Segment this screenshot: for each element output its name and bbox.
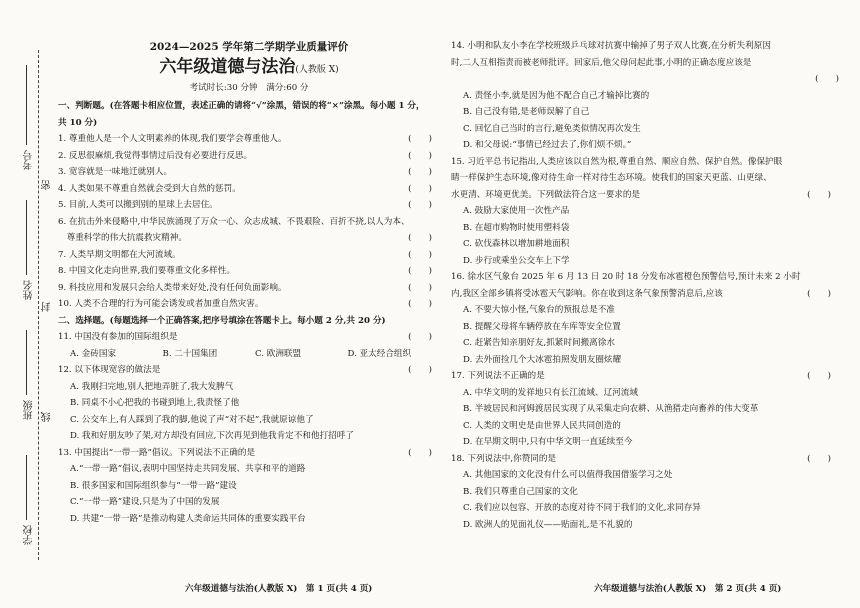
question-13 [58, 445, 440, 462]
name-label: 姓名 [24, 280, 35, 300]
option-b: B. 自己没有错,是老师误解了自己 [463, 107, 590, 117]
answer-paren: ( ) [807, 189, 831, 200]
question-stem: 18. 下列说法中,你赞同的是 [451, 453, 557, 464]
page-footer-left: 六年级道德与法治(人教版 X) 第 1 页(共 4 页) [185, 584, 373, 594]
binding-strip [0, 0, 52, 608]
option-a: A. 鼓励大家使用一次性产品 [463, 206, 570, 216]
question-stem-line: 内,我区全部乡镇将受冰雹天气影响。你在收到这条气象预警消息后,应该 [451, 288, 723, 299]
option-a: A. 中华文明的发祥地只有长江流域、辽河流域 [463, 387, 638, 398]
option-b: B. 提醒父母将车辆停放在车库等安全位置 [463, 321, 621, 332]
section-1-heading-cont: 共 10 分) [58, 117, 98, 128]
judge-item-9 [58, 280, 440, 297]
judge-item-7 [58, 247, 440, 264]
option-c: C. 人类的文明史是由世界人民共同创造的 [463, 420, 621, 431]
answer-paren: ( ) [408, 150, 432, 161]
question-18 [451, 451, 839, 468]
judge-text: 4. 人类如果不尊重自然就会受到大自然的惩罚。 [58, 183, 241, 194]
question-stem: 17. 下列说法不正确的是 [451, 371, 545, 381]
question-12 [58, 362, 440, 379]
question-stem-line: 睛一样保护生态环境,像对待生命一样对待生态环境。使我们的国家天更蓝、山更绿、 [451, 173, 772, 183]
answer-paren: ( ) [408, 249, 432, 260]
option-d: D. 步行或乘坐公交车上下学 [463, 255, 570, 266]
exam-title [58, 56, 440, 81]
judge-text: 3. 宽容就是一味地迁就别人。 [58, 167, 173, 177]
option-c: C. 赶紧告知亲朋好友,抓紧时间搬离徐水 [463, 338, 615, 348]
page-1-column [58, 0, 440, 527]
question-stem-line: 15. 习近平总书记指出,人类应该以自然为根,尊重自然、顺应自然、保护自然。像保护眼 [451, 156, 783, 167]
exam-no-label: 考号 [24, 150, 35, 170]
school-label: 学校 [24, 525, 35, 545]
question-15-cont [451, 170, 839, 187]
judge-item-2 [58, 148, 440, 165]
section-1-heading: 一、判断题。(在答题卡相应位置，表述正确的请将“√”涂黑，错误的将“×”涂黑。每小题 1 分， [58, 101, 425, 111]
judge-text: 8. 中国文化走向世界,我们要尊重文化多样性。 [58, 266, 235, 276]
answer-paren: ( ) [807, 371, 831, 381]
question-11-options [58, 346, 440, 363]
option-b: B. 在超市购物时使用塑料袋 [463, 222, 570, 233]
answer-paren: ( ) [807, 453, 831, 464]
option-d: D. 我和好朋友吵了架,对方却没有回应,下次再见到他我肯定不和他打招呼了 [70, 431, 354, 441]
option-d: D. 在早期文明中,只有中华文明一直延续至今 [463, 437, 633, 447]
option-c: C.“一带一路”建设,只是为了中国的发展 [70, 497, 220, 507]
judge-text: 6. 在抗击外来侵略中,中华民族涌现了万众一心、众志成城、不畏艰险、百折不挠,以人为本、 [58, 216, 410, 227]
exam-info: 考试时长:30 分钟 满分:60 分 [189, 83, 309, 93]
question-stem-line: 时,二人互相指责而被老师批评。回家后,他父母问起此事,小明的正确态度应该是 [451, 57, 752, 68]
question-16 [451, 269, 839, 286]
exam-year: 2024—2025 学年第二学期学业质量评价 [149, 41, 349, 53]
question-stem-line: 16. 徐水区气象台 2025 年 6 月 13 日 20 时 18 分发布冰雹橙色预警信号,预计未来 2 小时 [451, 272, 801, 282]
judge-text: 1. 尊重他人是一个人文明素养的体现,我们要学会尊重他人。 [58, 134, 287, 144]
judge-item-8 [58, 263, 440, 280]
question-16-cont [451, 286, 839, 303]
option-b: B. 半坡居民和河姆渡居民实现了从采集走向农耕、从渔猎走向畜养的伟大变革 [463, 404, 759, 414]
option-c: C. 回忆自己当时的言行,避免类似情况再次发生 [463, 123, 641, 134]
judge-item-5 [58, 197, 440, 214]
answer-paren: ( ) [408, 266, 432, 276]
option-d: D. 亚太经合组织 [347, 348, 412, 359]
seal-marker-1: 密 [42, 180, 53, 190]
judge-item-4 [58, 181, 440, 198]
judge-text: 10. 人类不合理的行为可能会诱发或者加重自然灾害。 [58, 299, 264, 309]
option-d: D. 欧洲人的见面礼仪——贴面礼,是不礼貌的 [463, 519, 633, 530]
section-2-heading: 二、选择题。(每题选择一个正确答案,把序号填涂在答题卡上。每小题 2 分,共 20 分) [58, 315, 386, 326]
option-c: C. 公交车上,有人踩到了我的脚,他说了声“对不起”,我就原谅他了 [70, 414, 314, 425]
option-b: B. 我们只尊重自己国家的文化 [463, 486, 578, 497]
class-blank [26, 330, 27, 395]
judge-item-3 [58, 164, 440, 181]
question-stem-line: 水更清、环境更优美。下列做法符合这一要求的是 [451, 189, 641, 200]
seal-marker-3: 线 [42, 412, 53, 422]
judge-text: 尊重科学的伟大抗震救灾精神。 [58, 233, 187, 243]
answer-paren: ( ) [815, 74, 839, 84]
question-stem: 11. 中国没有参加的国际组织是 [58, 332, 178, 342]
judge-text: 2. 反思很麻烦,我觉得事情过后没有必要进行反思。 [58, 150, 253, 161]
judge-item-1 [58, 131, 440, 148]
judge-text: 9. 科技应用和发展只会给人类带来好处,没有任何负面影响。 [58, 282, 287, 293]
judge-text: 5. 目前,人类可以搬到别的星球上去居住。 [58, 200, 218, 210]
question-stem-line: 14. 小明和队友小李在学校班级乒乓球对抗赛中输掉了男子双人比赛,在分析失利原因 [451, 41, 771, 51]
option-b: B. 很多国家和国际组织参与“一带一路”建设 [70, 480, 237, 491]
option-d: D. 去外面捡几个大冰雹拍照发朋友圈炫耀 [463, 354, 622, 365]
judge-item-6-cont [58, 230, 440, 247]
question-17 [451, 368, 839, 385]
option-a: A. 其他国家的文化没有什么可以值得我国借鉴学习之处 [463, 470, 673, 480]
class-label: 班级 [24, 400, 35, 420]
answer-paren: ( ) [408, 233, 432, 243]
option-a: A. 不要大惊小怪,气象台的预报总是不准 [463, 305, 615, 315]
answer-paren: ( ) [408, 447, 432, 458]
page-footer-right: 六年级道德与法治(人教版 X) 第 2 页(共 4 页) [594, 584, 782, 594]
question-15-cont2 [451, 187, 839, 204]
option-c: C. 欧洲联盟 [255, 348, 302, 359]
cut-line [38, 50, 39, 560]
question-14 [451, 38, 839, 55]
question-14-paren-row [451, 71, 839, 88]
school-blank [26, 455, 27, 520]
question-stem: 12. 以下体现宽容的做法是 [58, 365, 161, 375]
answer-paren: ( ) [408, 282, 432, 293]
question-stem: 13. 中国提出“一带一路”倡议。下列说法不正确的是 [58, 447, 256, 458]
option-d: D. 和父母说:“事情已经过去了,你们烦不烦。” [463, 140, 632, 150]
seal-marker-2: 封 [42, 302, 53, 312]
option-a: A. 责怪小李,就是因为他不配合自己才输掉比赛的 [463, 90, 650, 101]
answer-paren: ( ) [408, 332, 432, 342]
answer-paren: ( ) [408, 365, 432, 375]
answer-paren: ( ) [408, 299, 432, 309]
option-c: C. 砍伐森林以增加耕地面积 [463, 239, 570, 249]
exam-no-blank [26, 65, 27, 145]
question-11 [58, 329, 440, 346]
option-c: C. 我们应以包容、开放的态度对待不同于我们的文化,求同存异 [463, 503, 701, 513]
answer-paren: ( ) [408, 134, 432, 144]
question-15 [451, 154, 839, 171]
answer-paren: ( ) [408, 200, 432, 210]
question-14-cont [451, 55, 839, 72]
option-a: A.“一带一路”倡议,表明中国坚持走共同发展、共享和平的道路 [70, 464, 306, 474]
judge-item-6 [58, 214, 440, 231]
answer-paren: ( ) [408, 167, 432, 177]
answer-paren: ( ) [807, 288, 831, 299]
option-b: B. 二十国集团 [162, 348, 218, 359]
judge-item-10 [58, 296, 440, 313]
name-blank [26, 200, 27, 275]
option-d: D. 共建“一带一路”是推动构建人类命运共同体的重要实践平台 [70, 513, 306, 524]
page-2-column [451, 38, 839, 533]
exam-edition: (人教版 X) [295, 65, 339, 75]
option-b: B. 同桌不小心把我的书碰到地上,我责怪了他 [70, 398, 240, 408]
option-a: A. 金砖国家 [70, 348, 117, 359]
option-a: A. 我刚扫完地,别人把地弄脏了,我大发脾气 [70, 381, 234, 392]
judge-text: 7. 人类早期文明都在大河流域。 [58, 249, 181, 260]
exam-title-text: 六年级道德与法治 [159, 57, 296, 77]
answer-paren: ( ) [408, 183, 432, 194]
